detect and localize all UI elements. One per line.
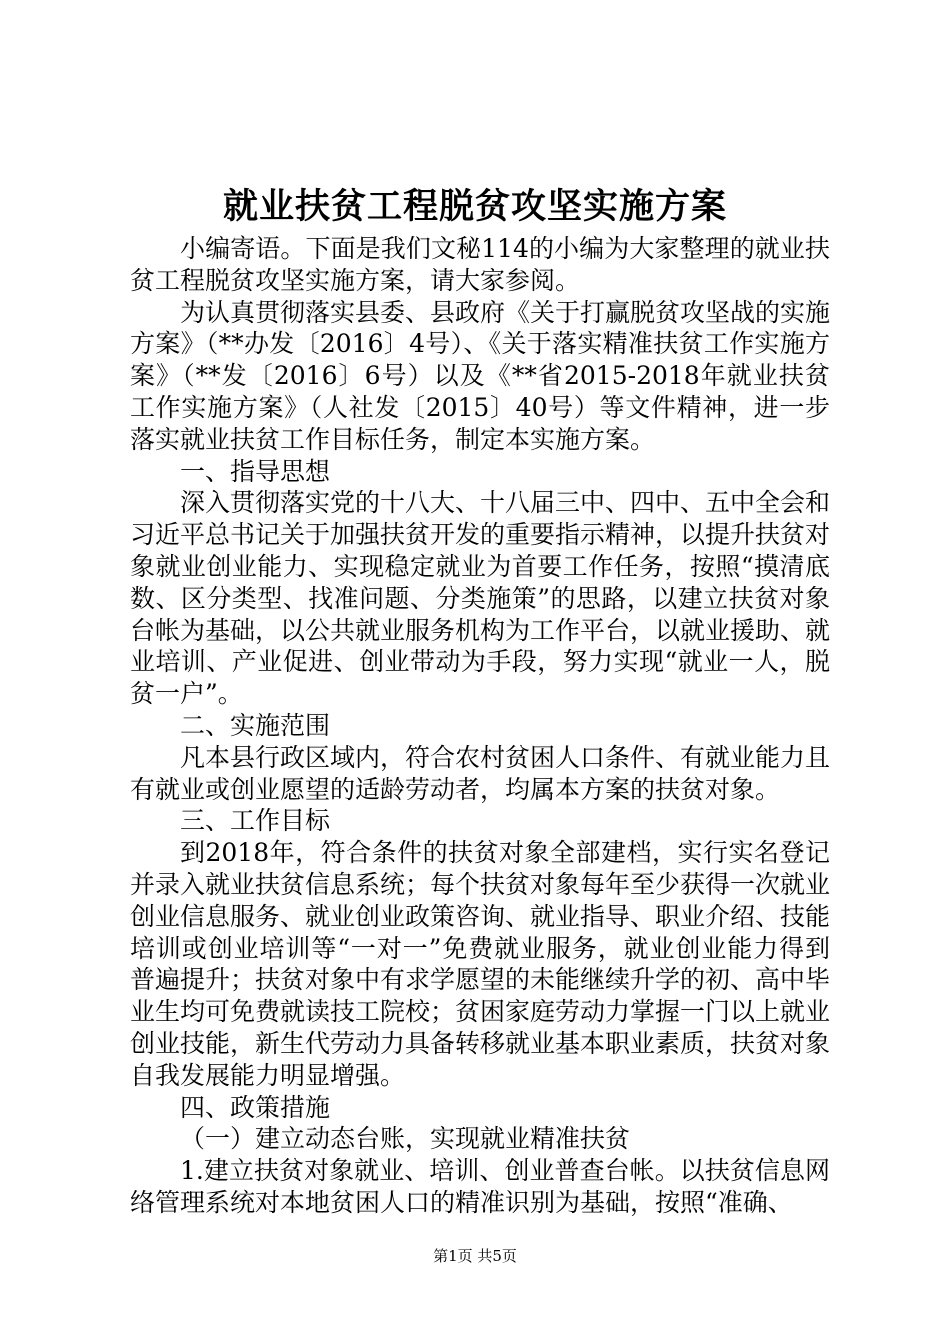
section-heading-policy-measures: 四、政策措施: [180, 1092, 331, 1122]
paragraph-ledger-item-1: 1.建立扶贫对象就业、培训、创业普查台帐。以扶贫信息网络管理系统对本地贫困人口的精准识别为基础，按照“准确、: [130, 1156, 830, 1217]
paragraph-intro: 小编寄语。下面是我们文秘114的小编为大家整理的就业扶贫工程脱贫攻坚实施方案，请大家参阅。: [130, 234, 830, 295]
section-heading-scope: 二、实施范围: [180, 710, 331, 740]
paragraph-guiding-thought: 深入贯彻落实党的十八大、十八届三中、四中、五中全会和习近平总书记关于加强扶贫开发的重要指示精神，以提升扶贫对象就业创业能力、实现稳定就业为首要工作任务，按照“摸清底数、区分类型、找准问题、分类施策”的思路，以建立扶贫对象台帐为基础，以公共就业服务机构为工作平台，以就业援助、就业培训、产业促进、创业带动为手段，努力实现“就业一人，脱贫一户”。: [130, 488, 831, 709]
paragraph-background: 为认真贯彻落实县委、县政府《关于打赢脱贫攻坚战的实施方案》（**办发〔2016〕4号）、《关于落实精准扶贫工作实施方案》（**发〔2016〕6号）以及《**省2015-2018年就业扶贫工作实施方案》（人社发〔2015〕40号）等文件精神，进一步落实就业扶贫工作目标任务，制定本实施方案。: [130, 297, 831, 454]
paragraph-goals: 到2018年，符合条件的扶贫对象全部建档，实行实名登记并录入就业扶贫信息系统；每个扶贫对象每年至少获得一次就业创业信息服务、就业创业政策咨询、就业指导、职业介绍、技能培训或创业培训等“一对一”免费就业服务，就业创业能力得到普遍提升；扶贫对象中有求学愿望的未能继续升学的初、高中毕业生均可免费就读技工院校；贫困家庭劳动力掌握一门以上就业创业技能，新生代劳动力具备转移就业基本职业素质，扶贫对象自我发展能力明显增强。: [130, 838, 831, 1090]
page-footer: 第1页 共5页: [433, 1247, 517, 1265]
paragraph-scope: 凡本县行政区域内，符合农村贫困人口条件、有就业能力且有就业或创业愿望的适龄劳动者，均属本方案的扶贫对象。: [130, 742, 831, 804]
document-body: [130, 233, 830, 1219]
section-heading-guiding-thought: 一、指导思想: [180, 456, 331, 486]
document-title: 就业扶贫工程脱贫攻坚实施方案: [222, 186, 727, 227]
section-heading-goals: 三、工作目标: [180, 806, 331, 836]
subsection-heading-ledger: （一）建立动态台账，实现就业精准扶贫: [180, 1124, 631, 1154]
